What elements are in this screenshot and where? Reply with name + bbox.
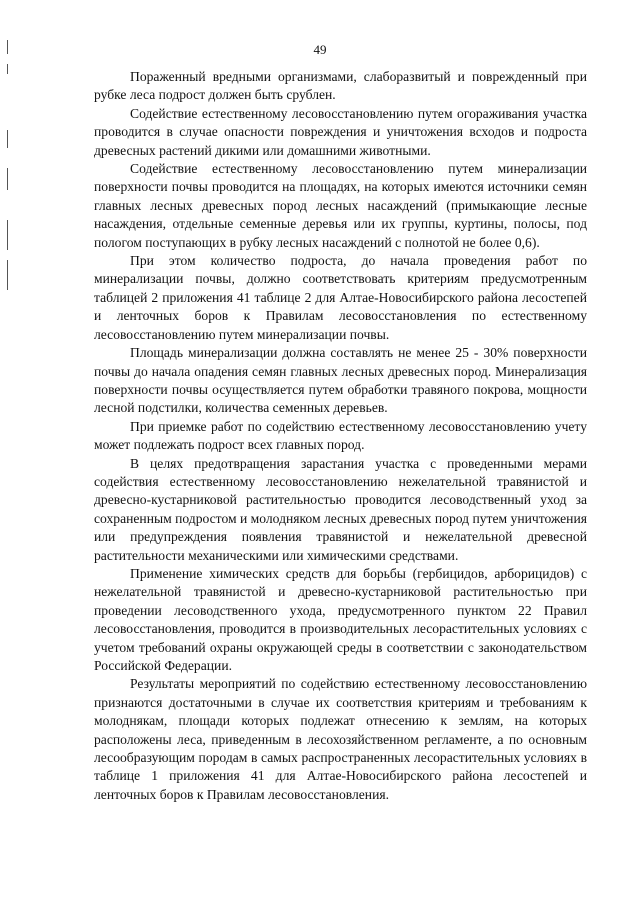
- paragraph: При приемке работ по содействию естественному лесовосстановлению учету может подлежать подрост всех главных пород.: [94, 418, 587, 453]
- paragraph: Площадь минерализации должна составлять не менее 25 - 30% поверхности почвы до начала опадения семян главных лесных древесных пород. Минерализация поверхности почвы осуществляется путем обработки травяного покрова, мощности лесной подстилки, количества семенных деревьев.: [94, 345, 587, 416]
- scan-margin-mark: [7, 260, 8, 290]
- scan-margin-mark: [7, 64, 8, 74]
- paragraph: Содействие естественному лесовосстановлению путем огораживания участка проводится в случае опасности повреждения и уничтожения всходов и подроста древесных растений дикими или домашними животными.: [94, 105, 587, 158]
- paragraph: Пораженный вредными организмами, слаборазвитый и поврежденный при рубке леса подрост должен быть срублен.: [94, 69, 587, 103]
- paragraph: В целях предотвращения зарастания участка с проведенными мерами содействия естественному лесовосстановлению нежелательной травянистой и древесно-кустарниковой растительностью проводится лесоводственный уход за сохраненным подростом и молодняком лесных древесных пород путем уничтожения или предупреждения появления травянистой и нежелательной древесной растительности механическими или химическими средствами.: [94, 455, 587, 563]
- scan-margin-mark: [7, 130, 8, 148]
- scan-margin-mark: [7, 220, 8, 250]
- document-body: [94, 68, 587, 804]
- paragraph: Применение химических средств для борьбы (гербицидов, арборицидов) с нежелательной травянистой и древесно-кустарниковой растительностью при проведении лесоводственного ухода, предусмотренного пунктом 22 Правил лесовосстановления, проводится в производительных лесорастительных условиях с учетом требований охраны окружающей среды в соответствии с законодательством Российской Федерации.: [94, 565, 587, 673]
- paragraph: Результаты мероприятий по содействию естественному лесовосстановлению признаются достаточными в случае их соответствия критериям и требованиям к молоднякам, площади которых подлежат отнесению к землям, на которых расположены леса, приведенным в лесохозяйственном регламенте, а по основным лесообразующим породам в самых распространенных лесорастительных условиях в таблице 1 приложения 41 для Алтае-Новосибирского района лесостепей и ленточных боров к Правилам лесовосстановления.: [94, 676, 587, 802]
- paragraph: При этом количество подроста, до начала проведения работ по минерализации почвы, должно соответствовать критериям предусмотренным таблицей 2 приложения 41 таблице 2 для Алтае-Новосибирского района лесостепей и ленточных боров к Правилам лесовосстановления по естественному лесовосстановлению путем минерализации почвы.: [94, 253, 587, 342]
- scan-margin-mark: [7, 168, 8, 190]
- page-number: 49: [313, 42, 327, 57]
- paragraph: Содействие естественному лесовосстановлению путем минерализации поверхности почвы проводится на площадях, на которых имеются источники семян главных лесных древесных пород лесных насаждений (примыкающие лесные насаждения, отдельные семенные деревья или их группы, куртины, полосы, под пологом поступающих в рубку лесных насаждений с полнотой не более 0,6).: [94, 161, 587, 250]
